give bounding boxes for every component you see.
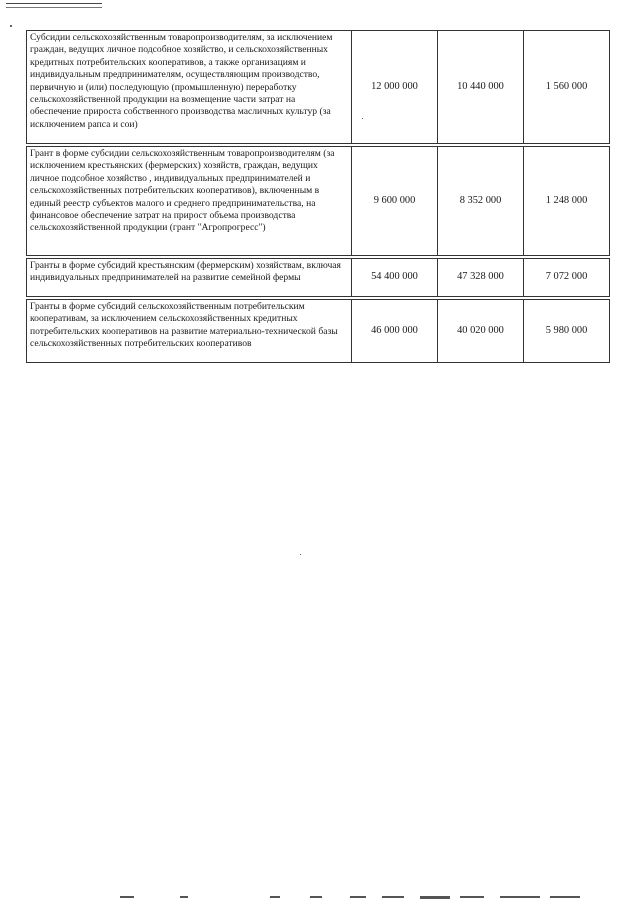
subsidy-table: [26, 30, 610, 363]
table-row: [27, 300, 610, 363]
scan-artifact-dot: [10, 25, 12, 27]
row-federal-amount: 47 328 000: [438, 259, 524, 297]
table-row: [27, 147, 610, 256]
row-regional-amount: 5 980 000: [524, 300, 610, 363]
row-regional-amount: 7 072 000: [524, 259, 610, 297]
row-federal-amount: 40 020 000: [438, 300, 524, 363]
scan-artifact-top: [6, 3, 102, 8]
row-description: Субсидии сельскохозяйственным товаропроизводителям, за исключением граждан, ведущих личное подсобное хозяйство, и сельскохозяйственных кредитных потребительских кооперативов, а также организациям и индивидуальным предпринимателям, осуществляющим производство, первичную и (или) последующую (промышленную) переработку сельскохозяйственной продукции на возмещение части затрат на обеспечение прироста собственного производства масличных культур (за исключением рапса и сои): [27, 31, 352, 144]
row-regional-amount: 1 560 000: [524, 31, 610, 144]
row-total-amount: 46 000 000: [352, 300, 438, 363]
row-description: Гранты в форме субсидий сельскохозяйственным потребительским кооперативам, за исключением сельскохозяйственных кредитных потребительских кооперативов на развитие материально-технической базы сельскохозяйственных потребительских кооперативов: [27, 300, 352, 363]
row-description: Гранты в форме субсидий крестьянским (фермерским) хозяйствам, включая индивидуальных предпринимателей на развитие семейной фермы: [27, 259, 352, 297]
row-federal-amount: 10 440 000: [438, 31, 524, 144]
scan-artifact-dot: [300, 554, 301, 555]
row-description: Грант в форме субсидии сельскохозяйственным товаропроизводителям (за исключением крестьянских (фермерских) хозяйств, граждан, ведущих личное подсобное хозяйство , индивидуальных предпринимателей и сельскохозяйственных потребительских кооперативов), включенным в единый реестр субъектов малого и среднего предпринимательства, на финансовое обеспечение затрат на прирост объема производства сельскохозяйственной продукции (грант "Агропрогресс"): [27, 147, 352, 256]
row-federal-amount: 8 352 000: [438, 147, 524, 256]
row-regional-amount: 1 248 000: [524, 147, 610, 256]
table-row: [27, 31, 610, 144]
scan-artifact-bottom: [120, 896, 620, 900]
row-total-amount: 54 400 000: [352, 259, 438, 297]
row-total-amount: 9 600 000: [352, 147, 438, 256]
row-total-amount: 12 000 000: [352, 31, 438, 144]
table-row: [27, 259, 610, 297]
